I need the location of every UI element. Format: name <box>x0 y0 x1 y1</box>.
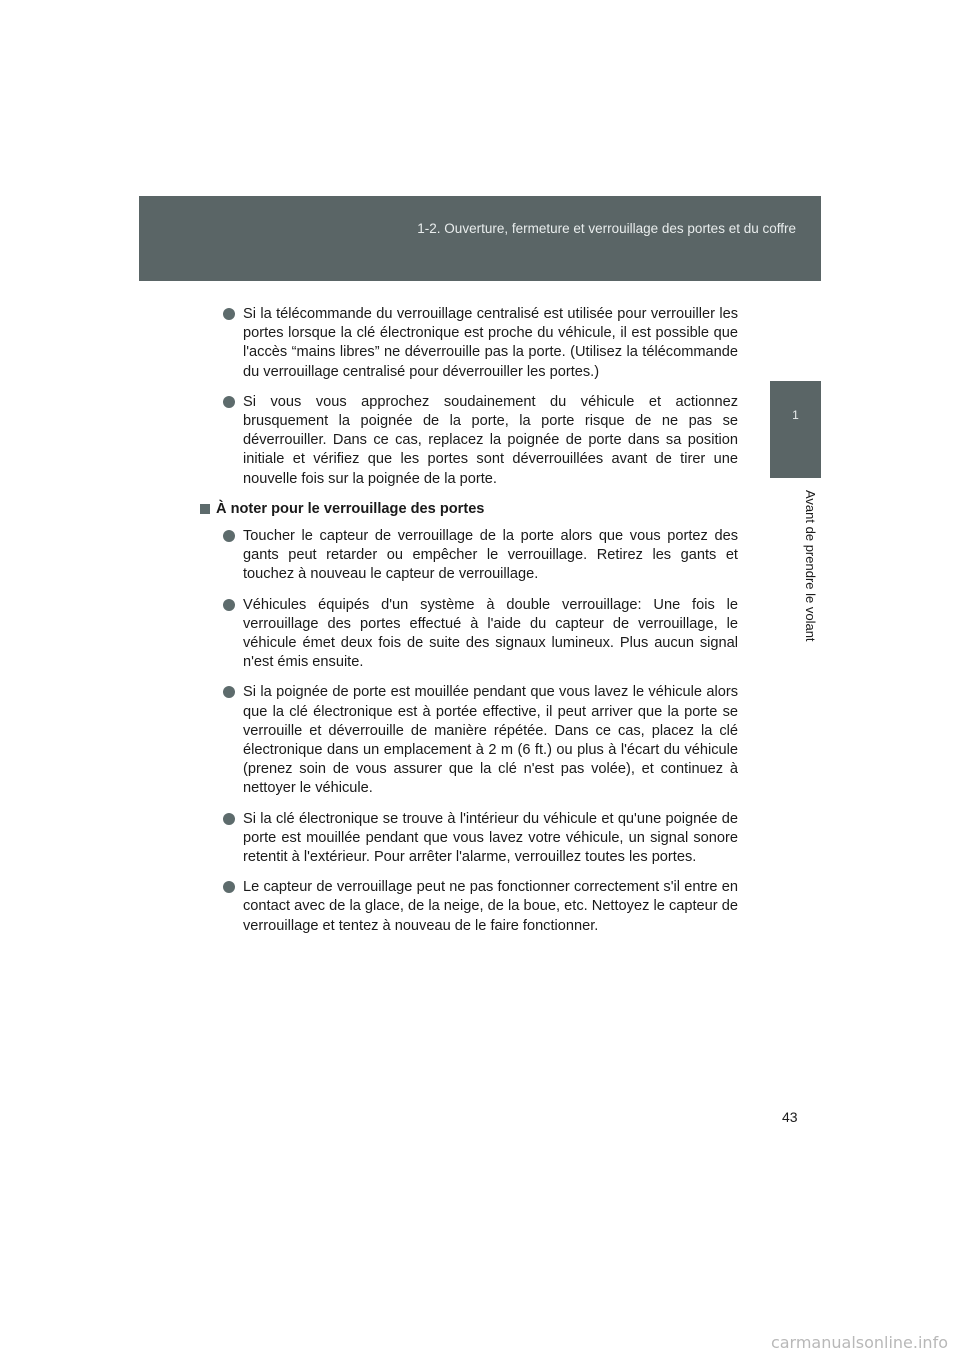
bullet-dot-icon <box>223 813 235 825</box>
page-number: 43 <box>782 1109 798 1125</box>
bullet-item <box>216 683 738 798</box>
section-heading-text: À noter pour le verrouillage des portes <box>216 500 485 517</box>
chapter-number: 1 <box>792 408 799 422</box>
bullet-text: Si vous vous approchez soudainement du véhicule et actionnez brusquement la poignée de la porte, la porte risque de ne pas se déverrouiller. Dans ce cas, replacez la poignée de porte dans sa position initiale et vérifiez que les portes sont déverrouillées avant de tirer une nouvelle fois sur la poignée de la porte. <box>243 393 738 487</box>
bullet-text: Si la clé électronique se trouve à l'intérieur du véhicule et qu'une poignée de porte est mouillée pendant que vous lavez votre véhicule, un signal sonore retentit à l'extérieur. Pour arrêter l'alarme, verrouillez toutes les portes. <box>243 810 738 866</box>
watermark: carmanualsonline.info <box>770 1333 948 1352</box>
bullet-text: Si la poignée de porte est mouillée pendant que vous lavez le véhicule alors que la clé électronique est à portée effective, il peut arriver que la porte se verrouille et déverrouille de manière répétée. Dans ce cas, placez la clé électronique dans un emplacement à 2 m (6 ft.) ou plus à l'écart du véhicule (prenez soin de vous assurer que la clé n'est pas volée), et continuez à nettoyer le véhicule. <box>243 684 738 797</box>
square-bullet-icon <box>200 504 210 514</box>
bullet-item <box>216 810 738 868</box>
bullet-item <box>216 393 738 489</box>
chapter-tab <box>770 381 821 478</box>
chapter-label: Avant de prendre le volant <box>803 490 818 642</box>
bullet-item <box>216 305 738 382</box>
bullet-dot-icon <box>223 308 235 320</box>
section-title: 1-2. Ouverture, fermeture et verrouillage des portes et du coffre <box>417 221 796 236</box>
page-content <box>216 305 738 947</box>
bullet-dot-icon <box>223 396 235 408</box>
bullet-dot-icon <box>223 686 235 698</box>
header-band <box>139 196 821 281</box>
bullet-item <box>216 596 738 673</box>
bullet-dot-icon <box>223 599 235 611</box>
bullet-text: Véhicules équipés d'un système à double verrouillage: Une fois le verrouillage des portes effectué à l'aide du capteur de verrouillage, le véhicule émet deux fois de suite des signaux lumineux. Plus aucun signal n'est émis ensuite. <box>243 596 738 671</box>
bullet-text: Le capteur de verrouillage peut ne pas fonctionner correctement s'il entre en contact avec de la glace, de la neige, de la boue, etc. Nettoyez le capteur de verrouillage et tentez à nouveau de le faire fonctionner. <box>243 879 738 934</box>
bullet-dot-icon <box>223 530 235 542</box>
section-heading <box>199 500 738 519</box>
bullet-text: Toucher le capteur de verrouillage de la porte alors que vous portez des gants peut retarder ou empêcher le verrouillage. Retirez les gants et touchez à nouveau le capteur de verrouillage. <box>243 528 738 583</box>
bullet-item <box>216 527 738 585</box>
bullet-text: Si la télécommande du verrouillage centralisé est utilisée pour verrouiller les portes lorsque la clé électronique est proche du véhicule, il est possible que l'accès “mains libres” ne déverrouille pas la porte. (Utilisez la télécommande du verrouillage centralisé pour déverrouiller les portes.) <box>243 306 738 380</box>
bullet-dot-icon <box>223 881 235 893</box>
bullet-item <box>216 878 738 936</box>
